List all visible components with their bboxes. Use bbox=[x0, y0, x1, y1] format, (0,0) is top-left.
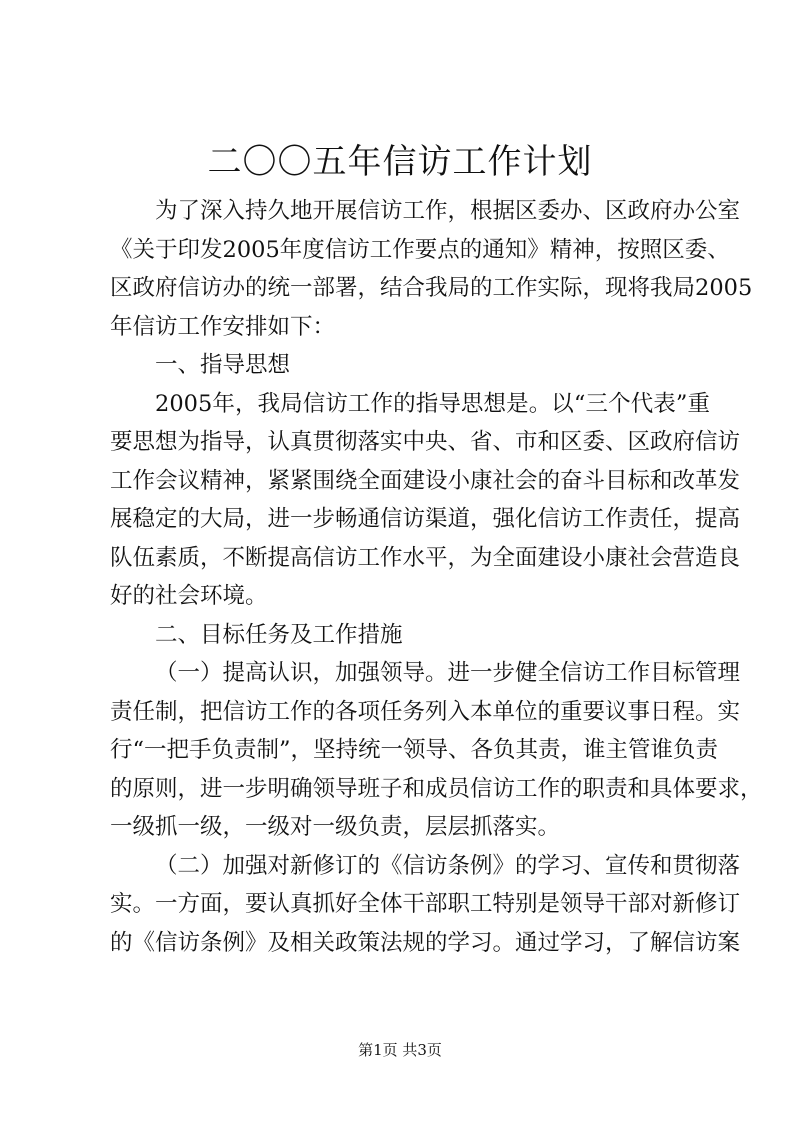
paragraph-line: （一）提高认识，加强领导。进一步健全信访工作目标管理 bbox=[155, 660, 741, 686]
paragraph-line: 队伍素质，不断提高信访工作水平，为全面建设小康社会营造良 bbox=[110, 544, 741, 571]
paragraph-line: 为了深入持久地开展信访工作，根据区委办、区政府办公室 bbox=[155, 198, 741, 224]
paragraph-line: 的《信访条例》及相关政策法规的学习。通过学习，了解信访案 bbox=[110, 929, 741, 956]
paragraph-line: 工作会议精神，紧紧围绕全面建设小康社会的奋斗目标和改革发 bbox=[110, 467, 741, 494]
paragraph-line: 展稳定的大局，进一步畅通信访渠道，强化信访工作责任，提高 bbox=[110, 506, 741, 532]
paragraph-line: 实。一方面，要认真抓好全体干部职工特别是领导干部对新修订 bbox=[110, 891, 741, 917]
document-title: 二〇〇五年信访工作计划 bbox=[207, 142, 593, 182]
paragraph-line: 要思想为指导，认真贯彻落实中央、省、市和区委、区政府信访 bbox=[110, 429, 741, 455]
paragraph-line: 行“一把手负责制”，坚持统一领导、各负其责，谁主管谁负责 bbox=[110, 737, 719, 763]
section-heading: 二、目标任务及工作措施 bbox=[155, 621, 403, 648]
paragraph-line: 年信访工作安排如下： bbox=[110, 313, 336, 340]
paragraph-line: （二）加强对新修订的《信访条例》的学习、宣传和贯彻落 bbox=[155, 852, 741, 879]
paragraph-line: 的原则，进一步明确领导班子和成员信访工作的职责和具体要求， bbox=[110, 775, 763, 802]
section-heading: 一、指导思想 bbox=[155, 352, 291, 378]
page-footer: 第1页 共3页 bbox=[358, 1041, 442, 1059]
paragraph-line: 责任制，把信访工作的各项任务列入本单位的重要议事日程。实 bbox=[110, 698, 741, 725]
paragraph-line: 区政府信访办的统一部署，结合我局的工作实际，现将我局2005 bbox=[110, 275, 753, 301]
paragraph-line: 《关于印发2005年度信访工作要点的通知》精神，按照区委、 bbox=[110, 236, 730, 263]
paragraph-line: 2005年，我局信访工作的指导思想是。以“三个代表”重 bbox=[155, 390, 710, 417]
paragraph-line: 一级抓一级，一级对一级负责，层层抓落实。 bbox=[110, 814, 561, 840]
document-body bbox=[110, 192, 763, 962]
paragraph-line: 好的社会环境。 bbox=[110, 583, 268, 609]
